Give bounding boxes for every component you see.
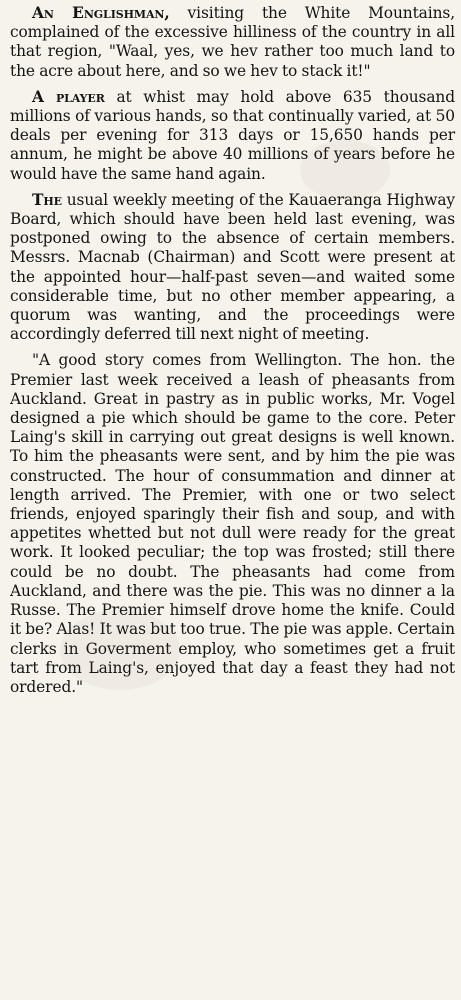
article-body: usual weekly meeting of the Kauaeranga Highway Board, which should have been held last evening, was postponed owing to the absence of certain members. Messrs. Macnab (Chairman) and Scott were present at the appointed hour—half-past seven—and waited some considerable time, but no other member appearing, a quorum was wanting, and the proceedings were accordingly deferred till next night of meeting.: [10, 190, 455, 344]
article-lead: An Englishman,: [32, 4, 170, 22]
article-body: at whist may hold above 635 thousand millions of various hands, so that continually varied, at 50 deals per evening for 313 days or 15,650 hands per annum, he might be above 40 millions of years before he would have the same hand again.: [10, 87, 455, 183]
article-lead: A player: [32, 87, 105, 106]
article-whist: [10, 88, 455, 184]
article-body: "A good story comes from Wellington. The hon. the Premier last week received a leash of pheasants from Auckland. Great in pastry as in public works, Mr. Vogel designed a pie which should be game to the core. Peter Laing's skill in carrying out great designs is well known. To him the pheasants were sent, and by him the pie was constructed. The hour of consummation and dinner at length arrived. The Premier, with one or two select friends, enjoyed sparingly their fish and soup, and with appetites whetted but not dull were ready for the great work. It looked peculiar; the top was frosted; still there could be no doubt. The pheasants had come from Auckland, and there was the pie. This was no dinner a la Russe. The Premier himself drove home the knife. Could it be? Alas! It was but too true. The pie was apple. Certain clerks in Goverment employ, who sometimes get a fruit tart from Laing's, enjoyed that day a feast they had not ordered.": [10, 351, 455, 696]
article-englishman: [10, 4, 455, 81]
article-highway-board: [10, 191, 455, 345]
article-body: visiting the White Mountains, complained of the excessive hilliness of the country in all that region, "Waal, yes, we hev rather too much land to the acre about here, and so we hev to stack it!": [10, 4, 455, 80]
article-lead: The: [32, 190, 62, 209]
article-pheasant-pie: [10, 351, 455, 697]
